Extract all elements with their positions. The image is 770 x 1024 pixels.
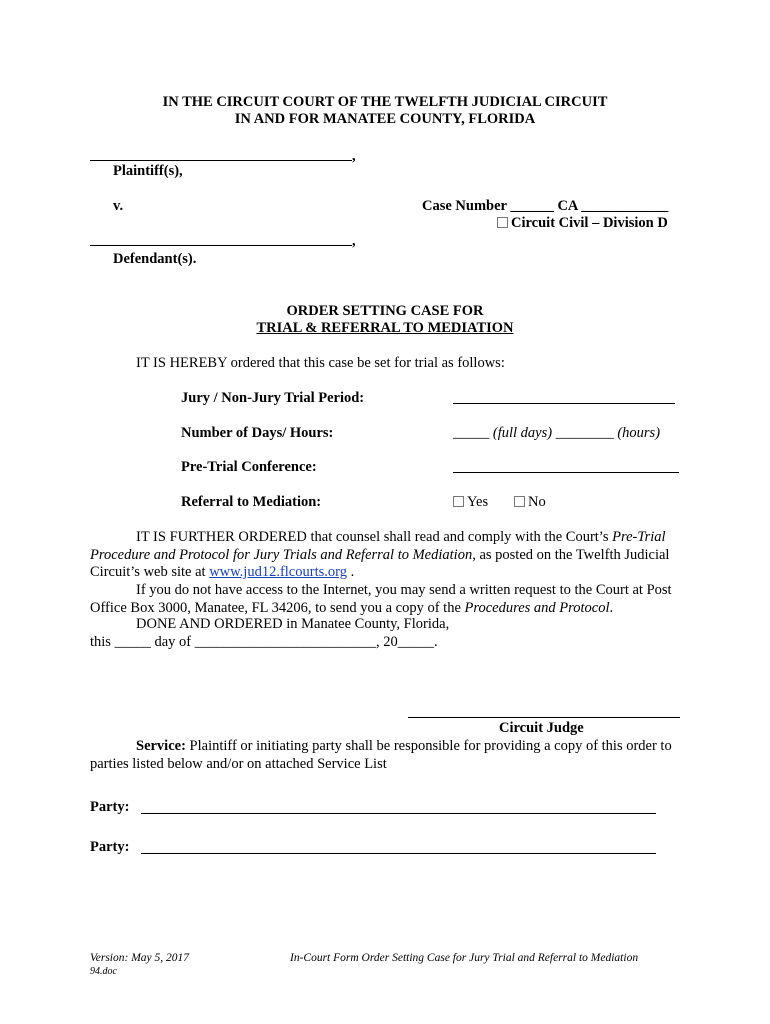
division-row — [497, 215, 668, 232]
court-heading-line1: IN THE CIRCUIT COURT OF THE TWELFTH JUDICIAL CIRCUIT — [162, 94, 608, 110]
service-paragraph — [90, 738, 675, 773]
p2-text-a: If you do not have access to the Internet, you may send a written request to the Court at Post Office Box 3000, Manatee, FL 34206, to send you a copy of the — [90, 582, 672, 616]
pretrial-label: Pre-Trial Conference: — [181, 459, 317, 475]
trial-period-label: Jury / Non-Jury Trial Period: — [181, 390, 365, 406]
mediation-no-option[interactable] — [514, 494, 546, 511]
mediation-yes-option[interactable] — [453, 494, 488, 511]
yes-checkbox[interactable] — [453, 496, 464, 507]
full-days-label: (full days) — [492, 425, 553, 441]
defendant-name-blank — [90, 245, 352, 246]
party1-blank[interactable] — [141, 813, 656, 814]
defendant-label: Defendant(s). — [113, 251, 197, 267]
judge-signature-line — [408, 717, 680, 718]
service-text: Plaintiff or initiating party shall be responsible for providing a copy of this order to parties listed below and/or on attached Service List — [90, 738, 672, 772]
full-days-blank[interactable]: _____ — [453, 425, 490, 441]
done-and-ordered: DONE AND ORDERED in Manatee County, Florida, — [136, 616, 450, 632]
footer-form-title: In-Court Form Order Setting Case for Jury Trial and Referral to Mediation — [290, 952, 639, 964]
party2-label: Party: — [90, 839, 130, 855]
mediation-label: Referral to Mediation: — [181, 494, 322, 510]
footer-version: Version: May 5, 2017 — [90, 952, 190, 964]
division-label: Circuit Civil – Division D — [511, 215, 668, 231]
further-ordered-paragraph — [90, 529, 675, 582]
hours-label: (hours) — [617, 425, 661, 441]
yes-label: Yes — [467, 494, 489, 510]
days-hours-row — [453, 425, 660, 442]
party1-label: Party: — [90, 799, 130, 815]
division-checkbox[interactable] — [497, 217, 508, 228]
defendant-comma: , — [352, 233, 356, 249]
court-website-link[interactable]: www.jud12.flcourts.org — [209, 564, 347, 580]
trial-period-blank[interactable] — [453, 403, 675, 404]
footer-doc-name: 94.doc — [90, 966, 117, 977]
procedures-title: Procedures and Protocol — [464, 599, 610, 616]
order-intro: IT IS HEREBY ordered that this case be set for trial as follows: — [136, 355, 505, 371]
order-title-line2: TRIAL & REFERRAL TO MEDIATION — [256, 320, 514, 336]
circuit-judge-label: Circuit Judge — [499, 720, 584, 736]
versus-label: v. — [113, 198, 124, 214]
p1-text-b: , as posted on the Twelfth Judicial Circuit’s web site at — [90, 546, 670, 580]
no-checkbox[interactable] — [514, 496, 525, 507]
plaintiff-comma: , — [352, 148, 356, 164]
date-line: this _____ day of _________________________, 20_____. — [90, 634, 438, 650]
plaintiff-label: Plaintiff(s), — [113, 163, 183, 179]
protocol-title: Pre-Trial Procedure and Protocol for Jury Trials and Referral to Mediation — [90, 529, 666, 563]
pretrial-blank[interactable] — [453, 472, 679, 473]
no-label: No — [528, 494, 546, 510]
case-number-label: Case Number ______ CA ____________ — [422, 198, 669, 214]
party2-blank[interactable] — [141, 853, 656, 854]
days-hours-label: Number of Days/ Hours: — [181, 425, 334, 441]
p2-text-b: . — [609, 599, 614, 616]
plaintiff-name-blank — [90, 160, 352, 161]
order-title-line1: ORDER SETTING CASE FOR — [286, 303, 484, 319]
no-internet-paragraph — [90, 582, 675, 617]
court-heading-line2: IN AND FOR MANATEE COUNTY, FLORIDA — [234, 111, 536, 127]
hours-blank[interactable]: ________ — [555, 425, 614, 441]
p1-text-c: . — [346, 564, 355, 580]
p1-text-a: IT IS FURTHER ORDERED that counsel shall read and comply with the Court’s — [136, 529, 613, 545]
service-label: Service: — [136, 738, 186, 754]
